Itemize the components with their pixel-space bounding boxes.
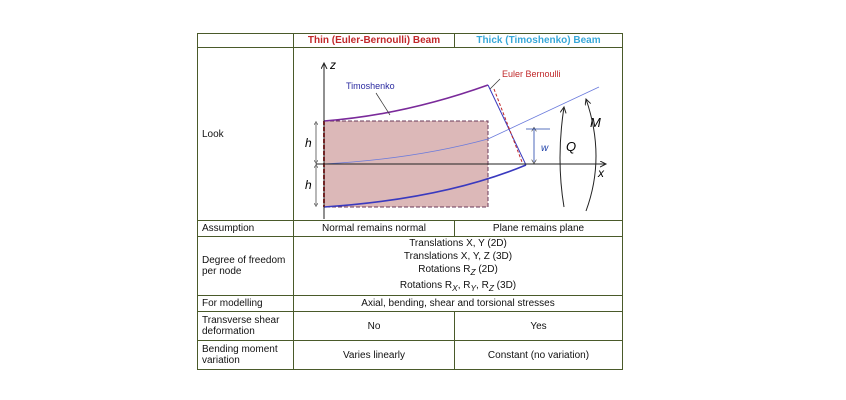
dof-line-4-sub-x: X (452, 283, 458, 293)
header-thin-beam: Thin (Euler-Bernoulli) Beam (294, 34, 455, 48)
beam-diagram (294, 49, 621, 220)
dof-line-3-sub: Z (470, 267, 476, 277)
x-axis-label: x (598, 165, 605, 180)
shear-thin: No (294, 312, 455, 341)
timoshenko-label: Timoshenko (346, 80, 395, 91)
q-label: Q (566, 138, 577, 154)
euler-pointer (490, 79, 500, 89)
comparison-table (197, 33, 623, 370)
moment-label-line2: variation (202, 355, 240, 366)
shear-label-line2: deformation (202, 326, 255, 337)
dof-line-3-end: (2D) (475, 264, 498, 275)
shear-row (198, 312, 623, 341)
euler-bernoulli-label: Euler Bernoulli (502, 68, 561, 79)
shear-thick: Yes (455, 312, 623, 341)
euler-end-face (494, 89, 522, 162)
dof-values (294, 237, 623, 296)
z-axis-label: z (330, 57, 337, 72)
assumption-thin: Normal remains normal (294, 221, 455, 237)
dof-row (198, 237, 623, 296)
dof-line-4-c: , R (476, 280, 489, 291)
moment-thin: Varies linearly (294, 341, 455, 370)
timoshenko-pointer (376, 93, 390, 115)
dof-line-4-b: , R (457, 280, 471, 291)
dof-line-4-sub-y: Y (470, 283, 477, 293)
look-row (198, 48, 623, 221)
timoshenko-end-face (488, 85, 526, 165)
w-label: w (541, 142, 549, 154)
moment-row (198, 341, 623, 370)
assumption-thick: Plane remains plane (455, 221, 623, 237)
dof-line-2: Translations X, Y, Z (3D) (403, 251, 513, 262)
moment-label (198, 341, 294, 370)
h-label-top: h (305, 135, 312, 150)
dof-line-4-a: Rotations R (399, 280, 453, 291)
dof-label-line2: per node (202, 266, 242, 277)
m-label: M (590, 114, 601, 130)
header-empty-cell (198, 34, 294, 48)
header-row (198, 34, 623, 48)
h-label-bottom: h (305, 177, 312, 192)
dof-line-4 (298, 279, 618, 295)
header-thick-beam: Thick (Timoshenko) Beam (455, 34, 623, 48)
dof-line-1: Translations X, Y (2D) (409, 238, 507, 249)
assumption-row (198, 221, 623, 237)
moment-label-line1: Bending moment (202, 344, 278, 355)
dof-label-line1: Degree of freedom (202, 255, 286, 266)
modelling-row (198, 296, 623, 312)
dof-line-4-sub-z: Z (488, 283, 494, 293)
dof-line-4-end: (3D) (493, 280, 517, 291)
dof-line-3 (298, 263, 618, 279)
dof-label (198, 237, 294, 296)
modelling-label: For modelling (198, 296, 294, 312)
look-diagram-cell (294, 48, 623, 221)
shear-label (198, 312, 294, 341)
shear-label-line1: Transverse shear (202, 315, 280, 326)
dof-line-3-text: Rotations R (418, 264, 471, 275)
assumption-label: Assumption (198, 221, 294, 237)
modelling-value: Axial, bending, shear and torsional stresses (294, 296, 623, 312)
q-arrow (560, 107, 564, 207)
moment-thick: Constant (no variation) (455, 341, 623, 370)
look-label: Look (198, 48, 294, 221)
